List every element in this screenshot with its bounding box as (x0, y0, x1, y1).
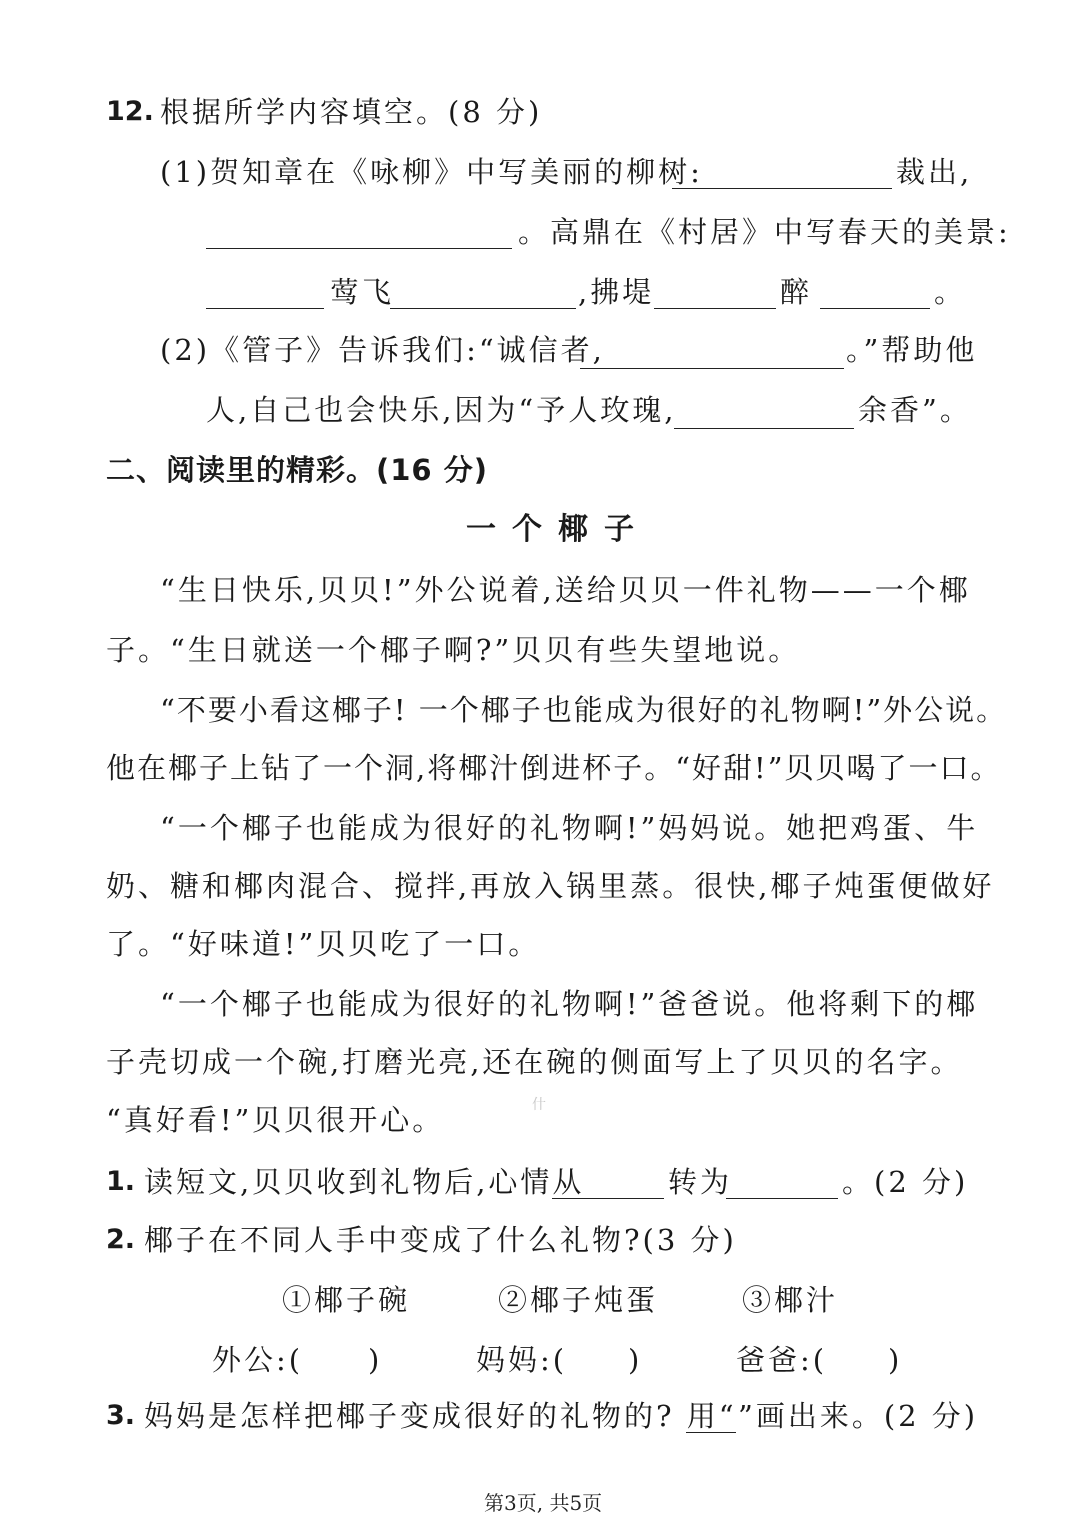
q2-answer-close: ) (368, 1343, 383, 1377)
q2-option: ①椰子碗 (282, 1283, 411, 1317)
q12-blank-7[interactable] (580, 368, 844, 369)
story-line: “一个椰子也能成为很好的礼物啊!”爸爸说。他将剩下的椰 (160, 987, 979, 1021)
q2-answer-close: ) (888, 1343, 903, 1377)
q12-part2-prompt: (2)《管子》告诉我们:“诚信者, (160, 333, 605, 367)
q3-number: 3. (106, 1400, 136, 1431)
story-line: 他在椰子上钻了一个洞,将椰汁倒进杯子。“好甜!”贝贝喝了一口。 (106, 751, 1002, 785)
q12-part1-village: 。高鼎在《村居》中写春天的美景: (518, 215, 1011, 249)
q2-answer-close: ) (628, 1343, 643, 1377)
q3-text-end: ”画出来。(2 分) (738, 1399, 979, 1433)
q1-blank-to[interactable] (726, 1198, 838, 1199)
q2-answer-label: 妈妈:( (476, 1343, 568, 1377)
q3-text: 妈妈是怎样把椰子变成很好的礼物的? 用“ (144, 1399, 737, 1433)
q12-blank-1[interactable] (672, 188, 892, 189)
q12-part1-prompt: (1)贺知章在《咏柳》中写美丽的柳树: (160, 155, 703, 189)
story-line: “生日快乐,贝贝!”外公说着,送给贝贝一件礼物——一个椰 (160, 573, 971, 607)
story-line: 子壳切成一个碗,打磨光亮,还在碗的侧面写上了贝贝的名字。 (106, 1045, 963, 1079)
q12-zui: 醉 (780, 275, 813, 309)
q12-part2-fragrance: 余香”。 (858, 393, 972, 427)
page-number: 第3页, 共5页 (484, 1491, 603, 1515)
q2-answer-label: 外公:( (212, 1343, 304, 1377)
story-line: “一个椰子也能成为很好的礼物啊!”妈妈说。她把鸡蛋、牛 (160, 811, 979, 845)
q2-text: 椰子在不同人手中变成了什么礼物?(3 分) (144, 1223, 737, 1257)
q12-fudi: ,拂堤 (578, 275, 655, 309)
story-line: 了。“好味道!”贝贝吃了一口。 (106, 927, 541, 961)
q2-option: ③椰汁 (742, 1283, 839, 1317)
q12-blank-2[interactable] (206, 248, 512, 249)
q12-part2-rose: 人,自己也会快乐,因为“予人玫瑰, (206, 393, 677, 427)
q1-score: 。(2 分) (842, 1165, 969, 1199)
q2-number: 2. (106, 1224, 136, 1255)
q3-underline-sample (686, 1432, 736, 1433)
faint-watermark: 什 (532, 1097, 546, 1113)
q12-part1-cut: 裁出, (896, 155, 973, 189)
story-line: “不要小看这椰子! 一个椰子也能成为很好的礼物啊!”外公说。 (160, 693, 1008, 727)
story-line: “真好看!”贝贝很开心。 (106, 1103, 445, 1137)
q12-yingfei: 莺飞 (330, 275, 395, 309)
story-line: 子。“生日就送一个椰子啊?”贝贝有些失望地说。 (106, 633, 801, 667)
q12-blank-5[interactable] (654, 308, 776, 309)
q12-part2-help: 。”帮助他 (846, 333, 978, 367)
q12-period: 。 (934, 275, 967, 309)
story-line: 奶、糖和椰肉混合、搅拌,再放入锅里蒸。很快,椰子炖蛋便做好 (106, 869, 995, 903)
q1-number: 1. (106, 1166, 136, 1197)
q12-number: 12. (106, 96, 154, 127)
q12-title: 根据所学内容填空。(8 分) (160, 95, 543, 129)
q12-blank-6[interactable] (820, 308, 930, 309)
q1-text-to: 转为 (668, 1165, 733, 1199)
q2-option: ②椰子炖蛋 (498, 1283, 659, 1317)
q2-answer-label: 爸爸:( (736, 1343, 828, 1377)
section-heading: 二、阅读里的精彩。(16 分) (106, 453, 488, 487)
q12-blank-8[interactable] (674, 428, 854, 429)
q12-blank-4[interactable] (390, 308, 576, 309)
q12-blank-3[interactable] (206, 308, 324, 309)
story-title: 一个椰子 (466, 512, 650, 547)
q1-text: 读短文,贝贝收到礼物后,心情从 (144, 1165, 585, 1199)
q1-blank-from[interactable] (552, 1198, 664, 1199)
